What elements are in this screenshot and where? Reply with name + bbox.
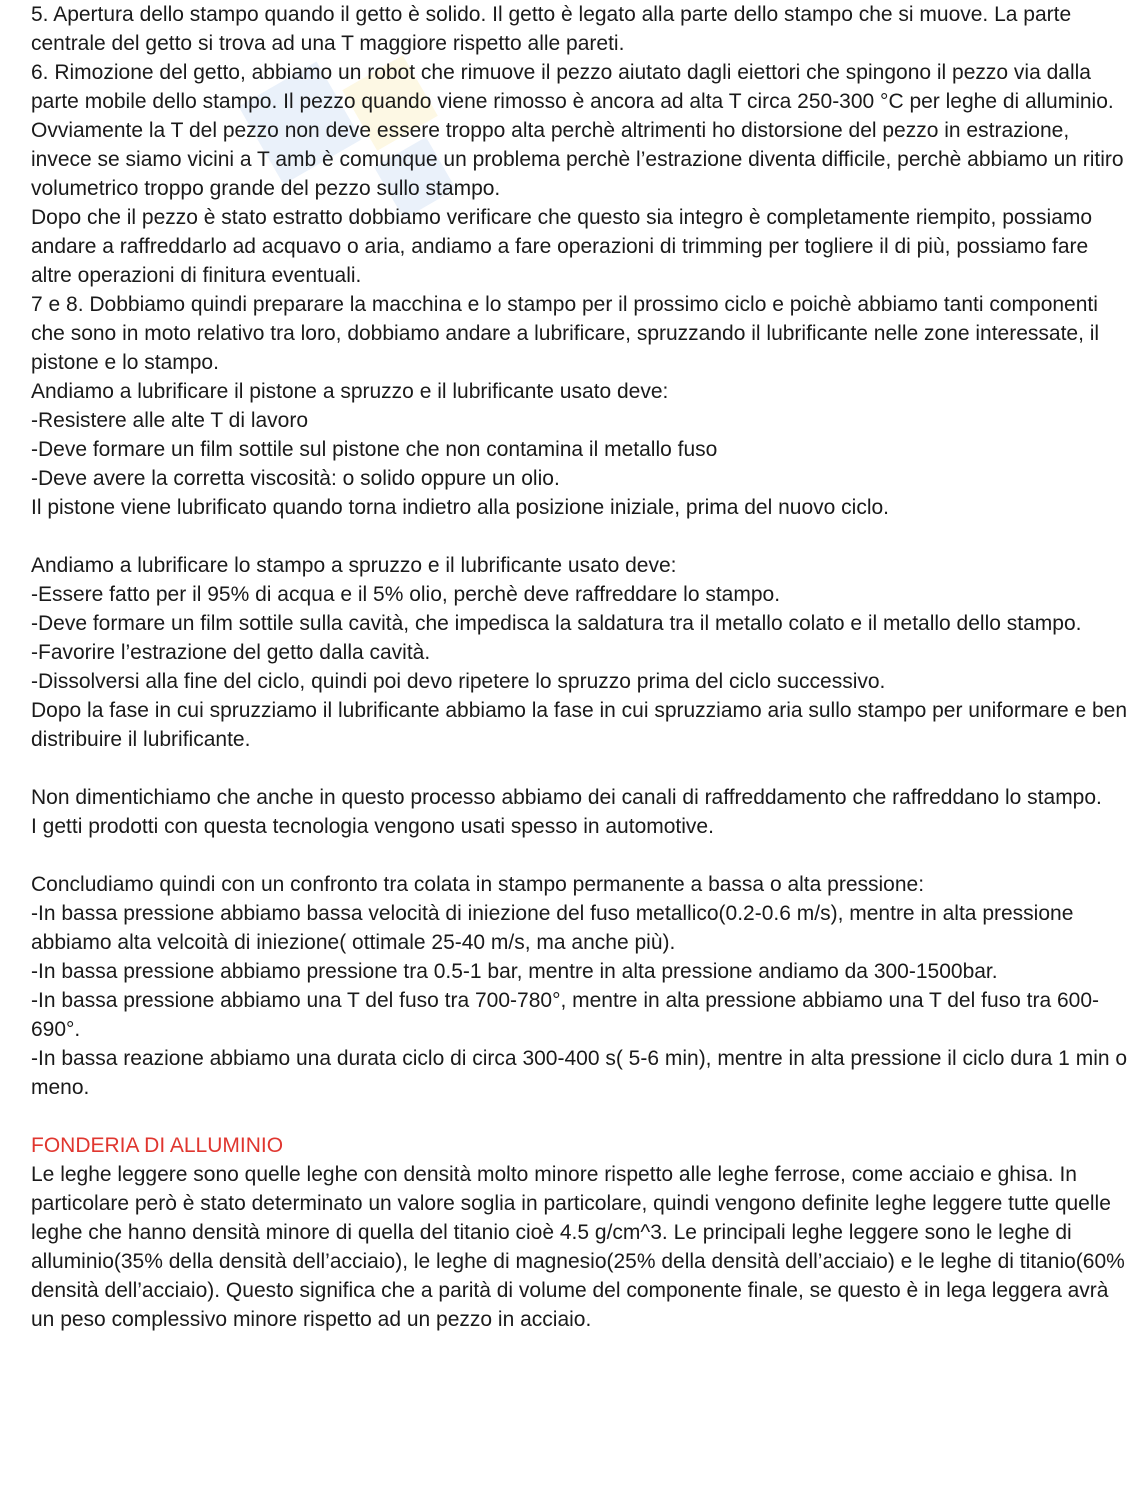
list-item: -In bassa pressione abbiamo pressione tra 0.5-1 bar, mentre in alta pressione andiamo da 300-1500bar. (31, 960, 998, 983)
paragraph-light-alloys: Le leghe leggere sono quelle leghe con densità molto minore rispetto alle leghe ferrose, come acciaio e ghisa. In particolare però è stato determinato un valore soglia in particolare, quindi vengono definite leghe leggere tutte quelle leghe che hanno densità minore di quella del titanio cioè 4.5 g/cm^3. Le principali leghe leggere sono le leghe di alluminio(35% della densità dell’acciaio), le leghe di magnesio(25% della densità dell’acciaio) e le leghe di titanio(60% densità dell’acciaio). Questo significa che a parità di volume del componente finale, se questo è in lega leggera avrà un peso complessivo minore rispetto ad un pezzo in acciaio. (31, 1163, 1125, 1331)
paragraph-step-7-8: 7 e 8. Dobbiamo quindi preparare la macchina e lo stampo per il prossimo ciclo e poichè abbiamo tanti componenti che sono in moto relativo tra loro, dobbiamo andare a lubrificare, spruzzando il lubrificante nelle zone interessate, il pistone e lo stampo. (31, 293, 1100, 374)
paragraph-piston-lube-intro: Andiamo a lubrificare il pistone a spruzzo e il lubrificante usato deve: (31, 380, 669, 403)
spacer (31, 754, 1131, 783)
list-item: -Essere fatto per il 95% di acqua e il 5% olio, perchè deve raffreddare lo stampo. (31, 583, 781, 606)
paragraph-step-6: 6. Rimozione del getto, abbiamo un robot che rimuove il pezzo aiutato dagli eiettori che spingono il pezzo via dalla parte mobile dello stampo. Il pezzo quando viene rimosso è ancora ad alta T circa 250-300 °C per leghe di alluminio. Ovviamente la T del pezzo non deve essere troppo alta perchè altrimenti ho distorsione del pezzo in estrazione, invece se siamo vicini a T amb è comunque un problema perchè l’estrazione diventa difficile, perchè abbiamo un ritiro volumetrico troppo grande del pezzo sullo stampo. (31, 61, 1124, 200)
list-item: -Favorire l’estrazione del getto dalla cavità. (31, 641, 431, 664)
paragraph-mold-lube-intro: Andiamo a lubrificare lo stampo a spruzzo e il lubrificante usato deve: (31, 554, 677, 577)
paragraph-comparison-intro: Concludiamo quindi con un confronto tra colata in stampo permanente a bassa o alta pressione: (31, 873, 925, 896)
list-item: -Dissolversi alla fine del ciclo, quindi poi devo ripetere lo spruzzo prima del ciclo successivo. (31, 670, 886, 693)
paragraph-air-spray: Dopo la fase in cui spruzziamo il lubrificante abbiamo la fase in cui spruzziamo aria sullo stampo per uniformare e ben distribuire il lubrificante. (31, 699, 1128, 751)
paragraph-after-extraction: Dopo che il pezzo è stato estratto dobbiamo verificare che questo sia integro è completamente riempito, possiamo andare a raffreddarlo ad acquavo o aria, andiamo a fare operazioni di trimming per togliere il di più, possiamo fare altre operazioni di finitura eventuali. (31, 206, 1093, 287)
section-heading: FONDERIA DI ALLUMINIO (31, 1134, 284, 1157)
paragraph-cooling-channels: Non dimentichiamo che anche in questo processo abbiamo dei canali di raffreddamento che raffreddano lo stampo. (31, 786, 1102, 809)
document-page (31, 0, 1131, 1334)
list-item: -In bassa pressione abbiamo bassa velocità di iniezione del fuso metallico(0.2-0.6 m/s), mentre in alta pressione abbiamo alta velcoità di iniezione( ottimale 25-40 m/s, ma anche più). (31, 902, 1074, 954)
paragraph-piston-lube-timing: Il pistone viene lubrificato quando torna indietro alla posizione iniziale, prima del nuovo ciclo. (31, 496, 890, 519)
list-item: -Deve formare un film sottile sul pistone che non contamina il metallo fuso (31, 438, 718, 461)
spacer (31, 841, 1131, 870)
spacer (31, 522, 1131, 551)
list-item: -In bassa reazione abbiamo una durata ciclo di circa 300-400 s( 5-6 min), mentre in alta pressione il ciclo dura 1 min o meno. (31, 1047, 1128, 1099)
list-item: -In bassa pressione abbiamo una T del fuso tra 700-780°, mentre in alta pressione abbiamo una T del fuso tra 600-690°. (31, 989, 1100, 1041)
list-item: -Deve avere la corretta viscosità: o solido oppure un olio. (31, 467, 560, 490)
paragraph-step-5: 5. Apertura dello stampo quando il getto è solido. Il getto è legato alla parte dello stampo che si muove. La parte centrale del getto si trova ad una T maggiore rispetto alle pareti. (31, 3, 1072, 55)
paragraph-automotive: I getti prodotti con questa tecnologia vengono usati spesso in automotive. (31, 815, 714, 838)
spacer (31, 1102, 1131, 1131)
list-item: -Resistere alle alte T di lavoro (31, 409, 309, 432)
list-item: -Deve formare un film sottile sulla cavità, che impedisca la saldatura tra il metallo colato e il metallo dello stampo. (31, 612, 1082, 635)
